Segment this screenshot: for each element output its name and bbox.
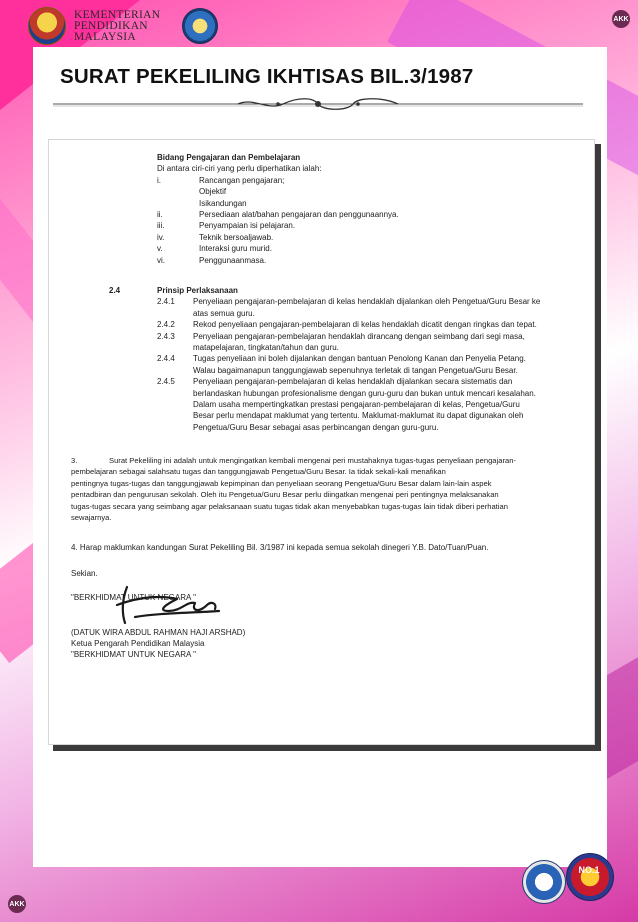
logo-line: MALAYSIA (74, 30, 137, 43)
header-logos (28, 6, 218, 46)
signatory-motto: "BERKHIDMAT UNTUK NEGARA " (71, 650, 196, 659)
criteria-block (157, 152, 577, 266)
item-text: Persediaan alat/bahan pengajaran dan penggunaannya. (199, 210, 399, 220)
principle-number: 2.4.1 (157, 297, 175, 307)
paragraph-line: sewajarnya. (71, 513, 112, 523)
principle-item (157, 331, 579, 354)
principle-number: 2.4.3 (157, 331, 175, 341)
paragraph-line: pembelajaran sebagai salahsatu tugas dan tanggungjawab Pengetua/Guru Besar. Ia tidak sekali-kali menafikan (71, 467, 446, 477)
content-frame (33, 47, 607, 867)
paragraph-3 (71, 455, 587, 523)
paragraph-line: pentadbiran dan pengurusan sekolah. Oleh itu Pengetua/Guru Besar perlu diingatkan mengenai peri pentingnya melaksanakan (71, 490, 499, 500)
section-heading: Bidang Pengajaran dan Pembelajaran (157, 153, 301, 162)
title-divider-ornament (53, 97, 583, 111)
list-item (157, 255, 577, 266)
paragraph-line: tugas-tugas secara yang seimbang agar pelaksanaan suatu tugas tidak akan menyebabkan tugas-tugas lain tidak diberi perhatian (71, 501, 508, 511)
principle-item (157, 353, 579, 376)
principle-number: 2.4.2 (157, 320, 175, 330)
principles-block (109, 285, 579, 433)
signatory-name: (DATUK WIRA ABDUL RAHMAN HAJI ARSHAD) (71, 628, 246, 637)
principle-line: Pengetua/Guru Besar sebagai asas perbincangan dengan guru-guru. (193, 422, 439, 432)
logo-line: PENDIDIKAN (74, 19, 148, 32)
principle-item (157, 296, 579, 319)
award-badge-icon (566, 853, 614, 901)
corner-badge-top: AKK (612, 10, 630, 28)
principles-heading: Prinsip Perlaksanaan (157, 286, 238, 295)
principle-line: Walau bagaimanapun tanggungjawab sepenuhnya terletak di tangan Pengetua/Guru Besar. (193, 365, 518, 375)
closing-text: Sekian. (71, 569, 98, 578)
item-number (157, 198, 199, 209)
principle-line: Penyeliaan pengajaran-pembelajaran di kelas hendaklah dijalankan oleh Pengetua/Guru Besar ke (193, 297, 541, 307)
principles-heading-row (109, 285, 579, 296)
principle-line: Tugas penyeliaan ini boleh dijalankan dengan bantuan Penolong Kanan dan Penyelia Petang. (193, 354, 526, 364)
list-item (157, 232, 577, 243)
item-number: v. (157, 244, 163, 254)
principle-line: matapelajaran, tingkatan/tahun dan guru. (193, 343, 339, 353)
principle-line: atas semua guru. (193, 308, 255, 318)
list-item (157, 175, 577, 186)
coat-of-arms-icon (28, 7, 66, 45)
paragraph-4: 4. Harap maklumkan kandungan Surat Pekeliling Bil. 3/1987 ini kepada semua sekolah dinegeri Y.B. Dato/Tuan/Puan. (71, 543, 489, 552)
principle-line: Penyeliaan pengajaran-pembelajaran di kelas hendaklah dijalankan secara sistematis dan (193, 377, 513, 387)
paragraph-line: Surat Pekeliling ini adalah untuk mengingatkan kembali mengenai peri mustahaknya tugas-tugas penyeliaan pengajaran- (109, 456, 516, 465)
item-number: vi. (157, 255, 165, 265)
award-badge-text: NO.1 (578, 865, 600, 875)
item-number: i. (157, 175, 161, 185)
item-text: Penggunaanmasa. (199, 255, 267, 265)
corner-badge-bottom: AKK (8, 895, 26, 913)
paragraph-line: pentingnya tugas-tugas dan tanggungjawab kepimpinan dan penyeliaan seorang Pengetua/Guru Besar dalam lain-lain aspek (71, 478, 492, 488)
principle-number: 2.4.4 (157, 354, 175, 364)
principle-number: 2.4.5 (157, 377, 175, 387)
list-item (157, 198, 577, 209)
ministry-logo-text (74, 10, 160, 43)
list-item (157, 243, 577, 254)
section-intro: Di antara ciri-ciri yang perlu diperhatikan ialah: (157, 164, 322, 174)
item-text: Isikandungan (199, 198, 247, 208)
principle-line: Rekod penyeliaan pengajaran-pembelajaran di kelas hendaklah dicatit dengan ringkas dan tepat. (193, 320, 537, 330)
item-text: Penyampaian isi pelajaran. (199, 221, 296, 231)
item-text: Objektif (199, 187, 227, 197)
item-number: iii. (157, 221, 165, 231)
principle-line: Penyeliaan pengajaran-pembelajaran hendaklah dirancang dengan seimbang dari segi masa, (193, 331, 525, 341)
item-text: Teknik bersoaljawab. (199, 232, 274, 242)
list-item (157, 186, 577, 197)
paragraph-number: 3. (71, 456, 78, 465)
list-item (157, 209, 577, 220)
principle-item (157, 376, 579, 433)
school-seal-icon (522, 860, 566, 904)
logo-line: KEMENTERIAN (74, 8, 161, 21)
section-number: 2.4 (109, 286, 121, 295)
item-text: Interaksi guru murid. (199, 244, 272, 254)
item-number (157, 186, 199, 197)
motto-text: "BERKHIDMAT UNTUK NEGARA " (71, 593, 196, 602)
item-number: iv. (157, 232, 165, 242)
principle-line: Besar perlu mendapat maklumat yang tertentu. Maklumat-maklumat itu dapat digunakan oleh (193, 411, 524, 421)
page-title: SURAT PEKELILING IKHTISAS BIL.3/1987 (60, 65, 474, 88)
list-item (157, 220, 577, 231)
paragraph-first-line (71, 455, 587, 466)
principle-item (157, 319, 579, 330)
institution-seal-icon (182, 8, 218, 44)
item-text: Rancangan pengajaran; (199, 175, 285, 185)
handwritten-signature (99, 583, 229, 629)
item-number: ii. (157, 210, 163, 220)
principle-line: berlandaskan hubungan profesionalisme dengan guru-guru dan bukan untuk mencari kesalahan. (193, 388, 536, 398)
principle-line: Dalam usaha mempertingkatkan prestasi pengajaran-pembelajaran di kelas, Pengetua/Guru (193, 400, 520, 410)
signatory-title: Ketua Pengarah Pendidikan Malaysia (71, 639, 205, 648)
scanned-document (48, 139, 595, 745)
